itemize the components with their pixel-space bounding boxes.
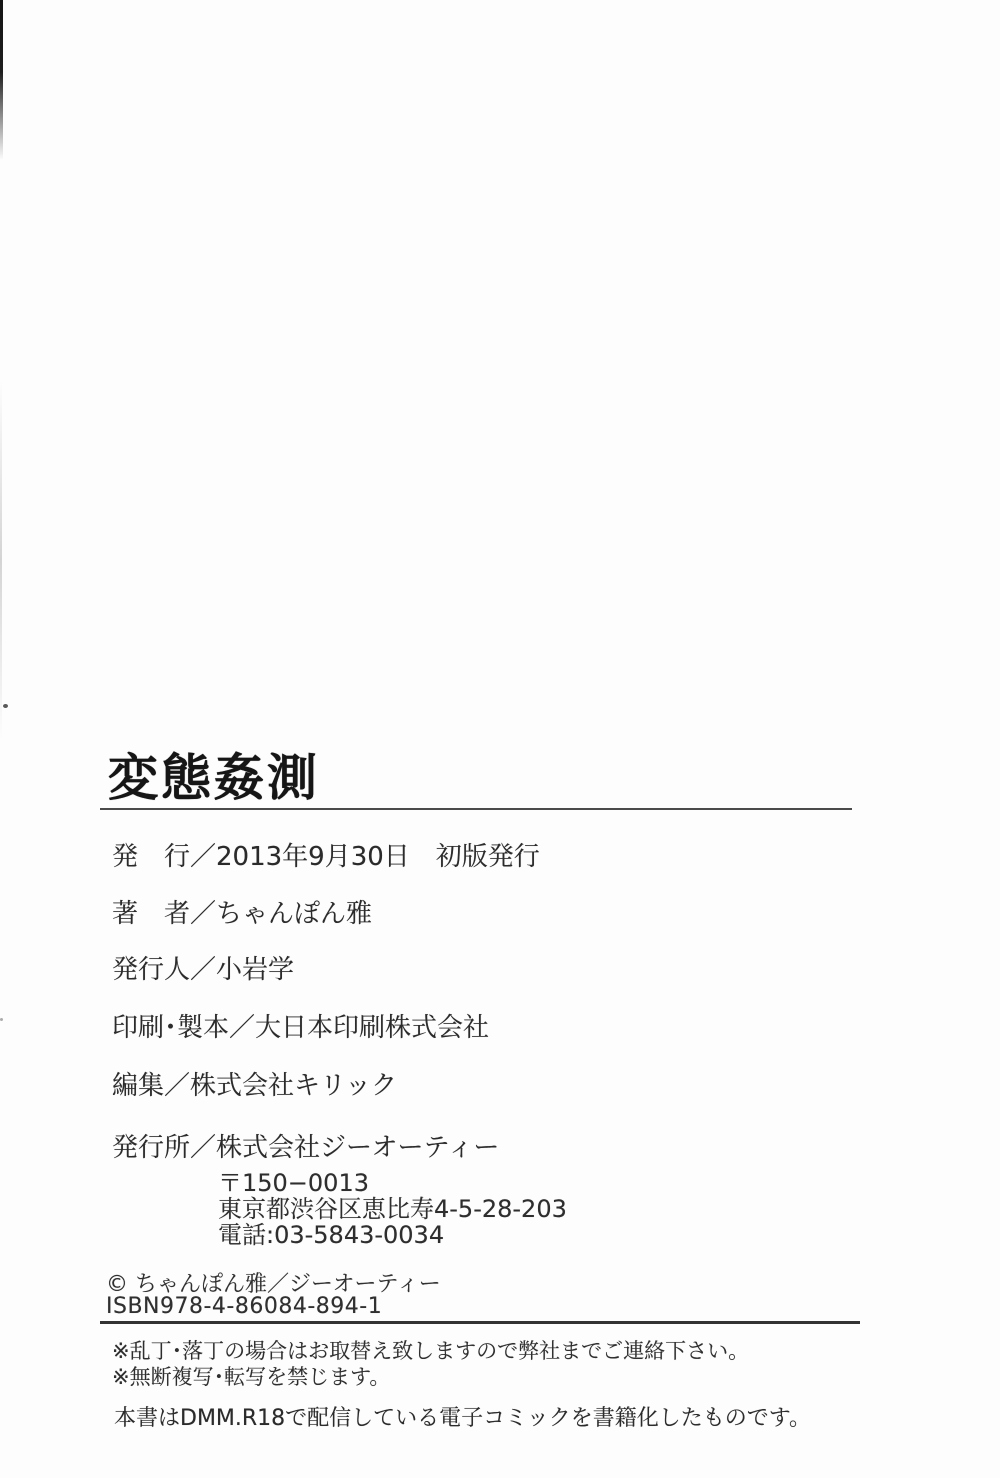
defective-copy-notice: ※乱丁･落丁の場合はお取替え致しますので弊社までご連絡下さい。 <box>112 1339 750 1363</box>
editing-company-line: 編集／株式会社キリック <box>112 1071 397 1101</box>
no-reproduction-notice: ※無断複写･転写を禁じます。 <box>112 1365 391 1389</box>
phone-number-line: 電話:03-5843-0034 <box>218 1221 445 1249</box>
scan-edge-artifact-mid <box>0 380 2 740</box>
notice-divider-rule <box>100 1321 860 1324</box>
author-line: 著 者／ちゃんぽん雅 <box>112 899 373 929</box>
isbn-line: ISBN978-4-86084-894-1 <box>106 1294 383 1319</box>
publication-date-line: 発 行／2013年9月30日 初版発行 <box>112 842 540 872</box>
book-title: 変態姦測 <box>108 749 320 807</box>
publisher-company-line: 発行所／株式会社ジーオーティー <box>112 1133 500 1163</box>
street-address-line: 東京都渋谷区恵比寿4-5-28-203 <box>218 1195 567 1223</box>
printing-binding-line: 印刷･製本／大日本印刷株式会社 <box>112 1013 490 1043</box>
scan-speck <box>3 704 8 708</box>
postal-code-line: 〒150−0013 <box>218 1169 369 1197</box>
scan-speck <box>0 1018 3 1021</box>
scan-edge-artifact-top <box>0 0 3 160</box>
title-divider-rule <box>100 808 852 810</box>
publisher-person-line: 発行人／小岩学 <box>112 955 295 985</box>
digital-edition-note: 本書はDMM.R18で配信している電子コミックを書籍化したものです。 <box>114 1406 811 1431</box>
copyright-line: © ちゃんぽん雅／ジーオーティー <box>106 1272 441 1297</box>
